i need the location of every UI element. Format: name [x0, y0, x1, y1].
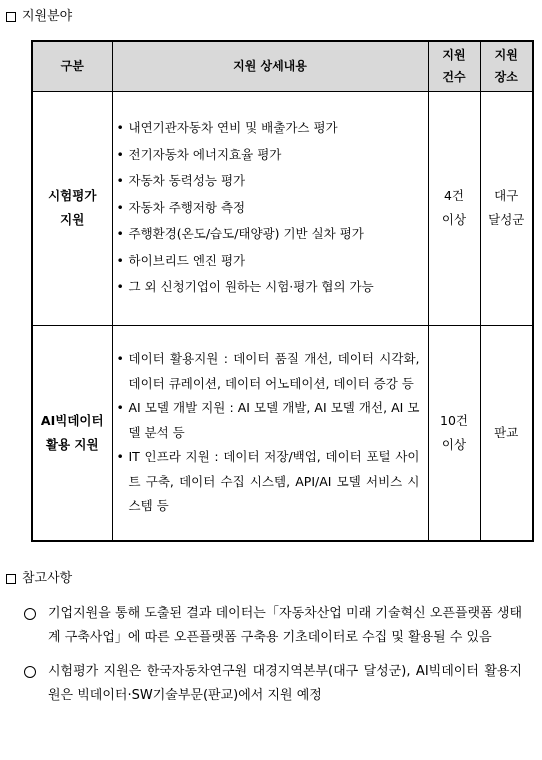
row-place: 판교	[480, 325, 533, 541]
row-count: 4건 이상	[428, 91, 480, 325]
row-place: 대구 달성군	[480, 91, 533, 325]
row-category: 시험평가 지원	[32, 91, 112, 325]
section-heading-notes	[6, 570, 72, 588]
list-item: • 자동차 주행저항 측정	[117, 195, 420, 222]
row-category: AI빅데이터 활용 지원	[32, 325, 112, 541]
header-place: 지원 장소	[480, 41, 533, 91]
notes-list	[22, 602, 522, 708]
circle-bullet-icon	[24, 608, 36, 620]
list-item: • 그 외 신청기업이 원하는 시험·평가 협의 가능	[117, 274, 420, 301]
checkbox-square-icon	[6, 12, 16, 22]
header-category: 구분	[32, 41, 112, 91]
section-title: 지원분야	[22, 9, 73, 24]
table-row	[32, 91, 533, 325]
list-item: • 전기자동차 에너지효율 평가	[117, 142, 420, 169]
list-item: • 데이터 활용지원 : 데이터 품질 개선, 데이터 시각화, 데이터 큐레이션, 데이터 어노테이션, 데이터 증강 등	[117, 347, 420, 396]
list-item: • AI 모델 개발 지원 : AI 모델 개발, AI 모델 개선, AI 모델 분석 등	[117, 396, 420, 445]
note-item: 시험평가 지원은 한국자동차연구원 대경지역본부(대구 달성군), AI빅데이터 활용지원은 빅데이터·SW기술부문(판교)에서 지원 예정	[22, 660, 522, 708]
list-item: • 내연기관자동차 연비 및 배출가스 평가	[117, 115, 420, 142]
section-title: 참고사항	[22, 571, 73, 586]
row-detail	[112, 91, 428, 325]
list-item: • 하이브리드 엔진 평가	[117, 248, 420, 275]
list-item: • IT 인프라 지원 : 데이터 저장/백업, 데이터 포털 사이트 구축, 데이터 수집 시스템, API/AI 모델 서비스 시스템 등	[117, 445, 420, 519]
checkbox-square-icon	[6, 574, 16, 584]
table-row	[32, 325, 533, 541]
note-item: 기업지원을 통해 도출된 결과 데이터는「자동차산업 미래 기술혁신 오픈플랫폼 생태계 구축사업」에 따른 오픈플랫폼 구축용 기초데이터로 수집 및 활용될 수 있음	[22, 602, 522, 650]
circle-bullet-icon	[24, 666, 36, 678]
header-count: 지원 건수	[428, 41, 480, 91]
support-areas-table	[31, 40, 534, 542]
row-count: 10건 이상	[428, 325, 480, 541]
row-detail	[112, 325, 428, 541]
section-heading-support-areas	[6, 8, 72, 26]
table-header-row	[32, 41, 533, 91]
list-item: • 주행환경(온도/습도/태양광) 기반 실차 평가	[117, 221, 420, 248]
header-detail: 지원 상세내용	[112, 41, 428, 91]
list-item: • 자동차 동력성능 평가	[117, 168, 420, 195]
